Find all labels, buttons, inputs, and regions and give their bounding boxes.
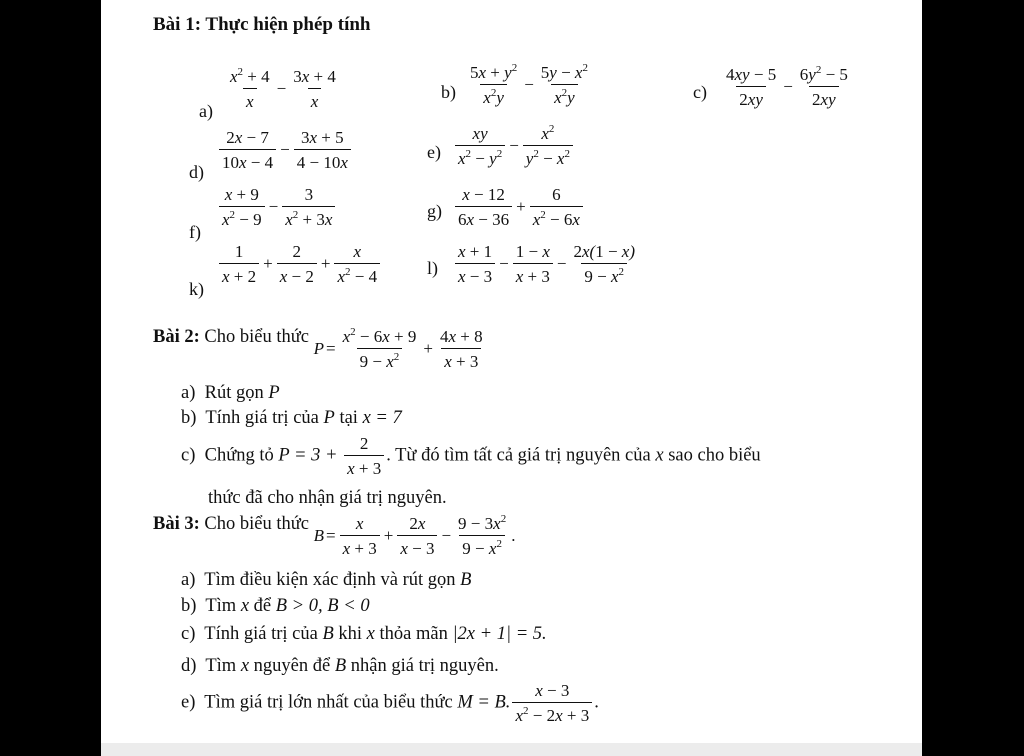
bai1-e-label: e) [427, 142, 441, 162]
item-label: e) [181, 692, 196, 713]
bai1-c-label: c) [693, 82, 707, 102]
bai3-heading: Bài 3: [153, 514, 200, 534]
minus-sign: − [441, 526, 452, 545]
minus-sign: − [783, 77, 793, 96]
bai1-g-expression [453, 186, 585, 228]
item-label: a) [181, 570, 196, 590]
document-page [101, 0, 922, 756]
item-label: c) [181, 624, 196, 644]
bai2-expression: P = $\frac{x^2 - 6x + 9}{9 - x^2}$ + $\frac{4x + 8}{x + 3}$ [314, 328, 488, 370]
fraction: $\frac{3}{x^2 + 3x}$ [282, 186, 335, 228]
fraction: $\frac{6}{x^2 - 6x}$ [530, 186, 583, 228]
bai1-b-expression [465, 64, 593, 106]
fraction: $\frac{xy}{x^2 - y^2}$ [455, 125, 505, 167]
math-var: x [366, 624, 375, 644]
fraction: $\frac{1 - x}{x + 3}$ [513, 243, 553, 285]
math-var: P [323, 408, 335, 428]
bai3-item-e: e) Tìm giá trị lớn nhất của biểu thức M = B. $\frac{x - 3}{x^2 - 2x + 3}$ . [181, 681, 599, 725]
item-text: nguyên để [253, 656, 331, 676]
item-text: . Từ đó tìm tất cả giá trị nguyên của [386, 445, 651, 466]
fraction: $\frac{2}{x - 2}$ [277, 243, 317, 285]
item-text: Tìm điều kiện xác định và rút gọn [204, 570, 456, 590]
bai2-item-c-continued: thức đã cho nhận giá trị nguyên. [208, 488, 447, 508]
bai2-heading-line [153, 327, 488, 370]
minus-sign: − [556, 254, 567, 273]
bai1-g-label: g) [427, 201, 442, 221]
bai1-f-expression [217, 186, 337, 228]
fraction: $\frac{x - 3}{x^2 - 2x + 3}$ [512, 682, 592, 724]
minus-sign: − [524, 75, 534, 94]
bai1-f-label: f) [189, 222, 201, 242]
bai1-d-label: d) [189, 162, 204, 182]
item-text: Tìm [205, 596, 237, 616]
item-text: Rút gọn [204, 383, 264, 403]
fraction: $\frac{6y^2 - 5}{2xy}$ [799, 64, 848, 109]
minus-sign: − [499, 254, 509, 273]
math-expression: B > 0, B < 0 [275, 596, 370, 616]
bai2-intro: Cho biểu thức [204, 327, 309, 347]
fraction: $\frac{x - 12}{6x - 36}$ [455, 186, 512, 228]
item-text: tại [339, 408, 358, 428]
bai1-e-expression [453, 125, 575, 167]
bai3-heading-line [153, 514, 515, 557]
math-var: P [268, 383, 280, 403]
fraction: $\frac{x^2 - 6x + 9}{9 - x^2}$ [342, 326, 417, 371]
math-expression: M = B. [457, 692, 511, 713]
fraction: $\frac{5y - x^2}{x^2y}$ [540, 62, 588, 107]
fraction: $\frac{3x + 4}{x}$ [293, 67, 336, 111]
minus-sign: − [509, 136, 519, 155]
fraction: $\frac{x}{x^2 - 4}$ [334, 243, 380, 285]
fraction: $\frac{9 - 3x^2}{9 - x^2}$ [458, 513, 507, 558]
bai3-item-b [181, 596, 370, 617]
bottom-bar [101, 743, 922, 756]
bai2-heading: Bài 2: [153, 327, 200, 347]
item-text: khi [338, 624, 363, 644]
item-text: nhận giá trị nguyên. [350, 656, 499, 676]
fraction: $\frac{2}{x + 3}$ [344, 435, 384, 477]
bai3-expression: B = $\frac{x}{x + 3}$ + $\frac{2x}{x - 3}$ − $\frac{9 - 3x^2}{9 - x^2}$ . [313, 513, 516, 558]
bai1-a-label: a) [199, 101, 213, 121]
bai1-d-expression [217, 129, 353, 171]
fraction: $\frac{2x}{x - 3}$ [397, 515, 437, 557]
bai1-a-expression [225, 68, 341, 110]
bai3-intro: Cho biểu thức [204, 514, 309, 534]
item-text: Chứng tỏ [204, 445, 274, 466]
fraction: $\frac{4xy - 5}{2xy}$ [726, 65, 777, 109]
minus-sign: − [268, 197, 279, 216]
bai1-l-label: l) [427, 258, 438, 278]
fraction: $\frac{2x(1 - x)}{9 - x^2}$ [573, 242, 635, 286]
fraction: $\frac{3x + 5}{4 - 10x}$ [294, 129, 351, 171]
fraction: $\frac{4x + 8}{x + 3}$ [439, 327, 483, 371]
bai1-b-label: b) [441, 82, 456, 102]
fraction: $\frac{x + 9}{x^2 - 9}$ [219, 186, 265, 228]
item-text: thỏa mãn [379, 624, 448, 644]
fraction: $\frac{x^2 + 4}{x}$ [230, 66, 270, 111]
bai2-item-c [181, 435, 761, 477]
math-var: x [655, 445, 664, 466]
bai3-item-c [181, 624, 547, 645]
fraction: $\frac{1}{x + 2}$ [219, 243, 259, 285]
fraction: $\frac{2x - 7}{10x - 4}$ [219, 129, 276, 171]
item-text: để [253, 596, 272, 616]
math-expression: x = 7 [362, 408, 402, 428]
item-text: Tính giá trị của [205, 408, 319, 428]
item-text: Tính giá trị của [204, 624, 318, 644]
plus-sign: + [263, 254, 273, 273]
item-label: c) [181, 445, 196, 466]
minus-sign: − [280, 140, 290, 159]
plus-sign: + [383, 526, 394, 545]
item-label: d) [181, 656, 197, 676]
math-var: B [334, 656, 347, 676]
bai1-l-expression [453, 243, 640, 285]
item-text: Tìm [205, 656, 237, 676]
math-var: x [240, 596, 250, 616]
math-expression: P = 3 + [278, 445, 338, 466]
bai1-c-expression [721, 66, 853, 108]
math-var: B [460, 570, 472, 590]
item-label: a) [181, 383, 196, 403]
plus-sign: + [320, 254, 331, 273]
item-text: sao cho biểu [668, 445, 761, 466]
minus-sign: − [276, 79, 287, 98]
fraction: $\frac{x^2}{y^2 - x^2}$ [523, 125, 573, 167]
fraction: $\frac{x}{x + 3}$ [340, 515, 380, 557]
bai1-title: Bài 1: Thực hiện phép tính [153, 14, 371, 35]
math-var: B [322, 624, 334, 644]
bai1-k-expression [217, 243, 382, 285]
plus-sign: + [516, 197, 526, 216]
plus-sign: + [423, 339, 433, 358]
bai3-item-d [181, 656, 499, 677]
item-label: b) [181, 596, 197, 616]
bai3-item-a [181, 570, 471, 591]
item-text: Tìm giá trị lớn nhất của biểu thức [204, 692, 453, 713]
bai1-k-label: k) [189, 279, 204, 299]
bai2-item-b [181, 408, 402, 429]
fraction: $\frac{x + 1}{x - 3}$ [455, 243, 495, 285]
item-label: b) [181, 408, 197, 428]
math-var: x [240, 656, 250, 676]
fraction: $\frac{5x + y^2}{x^2y}$ [470, 62, 518, 107]
bai2-item-a [181, 383, 280, 404]
math-expression: |2x + 1| = 5. [452, 624, 547, 644]
